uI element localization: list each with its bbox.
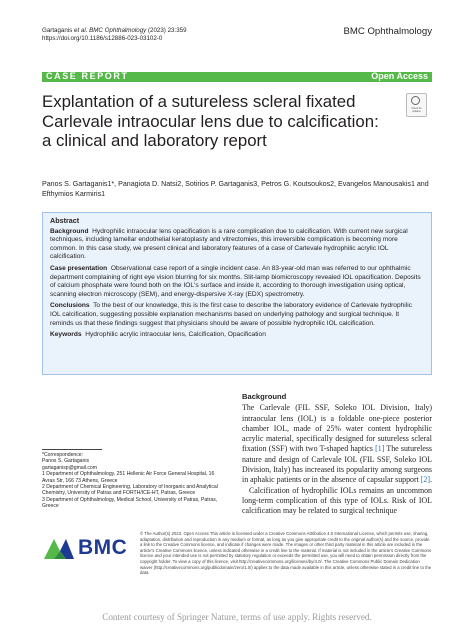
affiliation-3: 3 Department of Ophthalmology, Medical School, University of Patras, Patras, Greece	[42, 496, 218, 510]
citation-line	[42, 27, 187, 35]
citation-ref-1[interactable]: [1]	[375, 444, 385, 454]
abstract-section-text: Observational case report of a single incident case. An 83-year-old man was referred to our ophthalmic department complaining of right eye vision blurring for six months. Slit-lamp biomicroscopy revealed IOL opacification. Deposits of calcium phosphate were found both on the IOL's surface and inside it, according to thorough investigation using optical, scanning electron microscopy (SEM), and energy-dispersive X-ray (EDX) spectrometry.	[50, 264, 421, 298]
license-text: © The Author(s) 2023. Open Access This article is licensed under a Creative Commons Attribution 4.0 International License, which permits use, sharing, adaptation, distribution and reproduction in any medium or format, as long as you give appropriate credit to the original author(s) and the source, provide a link to the Creative Commons licence, and indicate if changes were made. The images or other third party material in this article are included in the article's Creative Commons licence, unless indicated otherwise in a credit line to the material. If material is not included in the article's Creative Commons licence and your intended use is not permitted by statutory regulation or exceeds the permitted use, you will need to obtain permission directly from the copyright holder. To view a copy of this licence, visit http://creativecommons.org/licenses/by/4.0/. The Creative Commons Public Domain Dedication waiver (http://creativecommons.org/publicdomain/zero/1.0/) applies to the data made available in this article, unless otherwise stated in a credit line to the data.	[140, 531, 432, 576]
correspondence-name: Panos S. Gartaganis	[42, 458, 90, 465]
correspondence-divider	[42, 449, 102, 450]
citation-volume: (2023) 23:359	[147, 27, 187, 34]
correspondence-block	[42, 449, 227, 510]
bmc-logo-mark-icon	[44, 535, 74, 559]
author-list: Panos S. Gartaganis1*, Panagiota D. Natsi2, Sotirios P. Gartaganis3, Petros G. Koutsoukos2, Evangelos Manousakis1 and Efthymios Karmiris1	[42, 180, 429, 198]
body-paragraph-2: Calcification of hydrophilic IOLs remains an uncommon long-term complication of this type of IOLs. Risk of IOL calcification may be related to surgical technique	[242, 485, 432, 516]
check-for-updates-badge[interactable]	[406, 93, 427, 117]
journal-name: BMC Ophthalmology	[343, 26, 432, 37]
abstract-box	[42, 212, 432, 375]
abstract-section-label: Case presentation	[50, 264, 108, 272]
article-type-banner	[42, 72, 432, 82]
body-paragraph-1	[242, 403, 432, 485]
body-column	[242, 392, 432, 517]
keywords-text: Hydrophilic acrylic intraocular lens, Calcification, Opacification	[85, 331, 266, 339]
body-section-heading: Background	[242, 392, 287, 401]
affiliation-1: 1 Department of Ophthalmology, 251 Hellenic Air Force General Hospital, 16 Avras Str, 166 73 Athens, Greece	[42, 471, 215, 484]
bmc-logo-text: BMC	[78, 536, 128, 559]
page-footer: Content courtesy of Springer Nature, terms of use apply. Rights reserved.	[102, 612, 372, 622]
citation-journal: et al. BMC Ophthalmology	[74, 27, 147, 34]
abstract-section-label: Background	[50, 227, 89, 235]
affiliation-2: 2 Department of Chemical Engineering, Laboratory of Inorganic and Analytical Chemistry, University of Patras and FORTH/ICE-HT, Patras, Greece	[42, 484, 218, 497]
citation-ref-2[interactable]: [2]	[420, 475, 430, 485]
open-access-label: Open Access	[371, 71, 428, 81]
abstract-heading: Abstract	[50, 216, 80, 225]
abstract-section-text: To the best of our knowledge, this is the first case to describe the laboratory evidence of Carlevale hydrophilic IOL calcification, suggesting possible explanation mechanisms based on underlying pathology and surgical technique. It reminds us that these findings suggest that physicians should be aware of possible hydrophilic IOL calcification.	[50, 302, 412, 327]
check-for-updates-icon	[411, 96, 420, 105]
abstract-section-label: Conclusions	[50, 302, 90, 310]
abstract-case-presentation	[50, 265, 424, 299]
body-text: The Carlevale (FIL SSF, Soleko IOL Division, Italy) intraocular lens (IOL) is a foldable one-piece posterior chamber IOL, made of 25% water content hydrophilic acrylic material, specifically designed for sutureless scleral fixation (SSF) with two T-shaped haptics	[242, 403, 432, 454]
keywords-label: Keywords	[50, 331, 82, 339]
check-for-updates-label: Check for updates	[411, 107, 422, 113]
article-type-label: CASE REPORT	[46, 71, 129, 81]
correspondence-label: *Correspondence:	[42, 452, 84, 458]
abstract-background	[50, 228, 424, 262]
article-title: Explantation of a sutureless scleral fixated Carlevale intraocular lens due to calcification: a clinical and laboratory report	[42, 92, 379, 150]
body-text: .	[430, 475, 432, 485]
abstract-conclusions	[50, 302, 424, 328]
abstract-keywords	[50, 331, 424, 340]
correspondence-email[interactable]: gartaganisp@gmail.com	[42, 464, 98, 471]
body-text: The sutureless nature and design of Carlevale IOL (FIL SSF, Soleko IOL Division, Italy) has increased its popularity among surgeons in aphakic patients or in the absence of capsular support	[242, 444, 432, 485]
doi-link[interactable]: https://doi.org/10.1186/s12886-023-03102-0	[42, 35, 163, 42]
bmc-logo	[44, 535, 130, 561]
abstract-section-text: Hydrophilic intraocular lens opacification is a rare complication due to calcification. With current new surgical techniques, including lamellar endothelial keratoplasty and vitrectomies, this irreversible complication is becoming more common. In this case study, we present clinical and laboratory features of a case of Carlevale hydrophilic acrylic IOL calcification.	[50, 227, 408, 261]
citation-authors: Gartaganis	[42, 27, 73, 34]
